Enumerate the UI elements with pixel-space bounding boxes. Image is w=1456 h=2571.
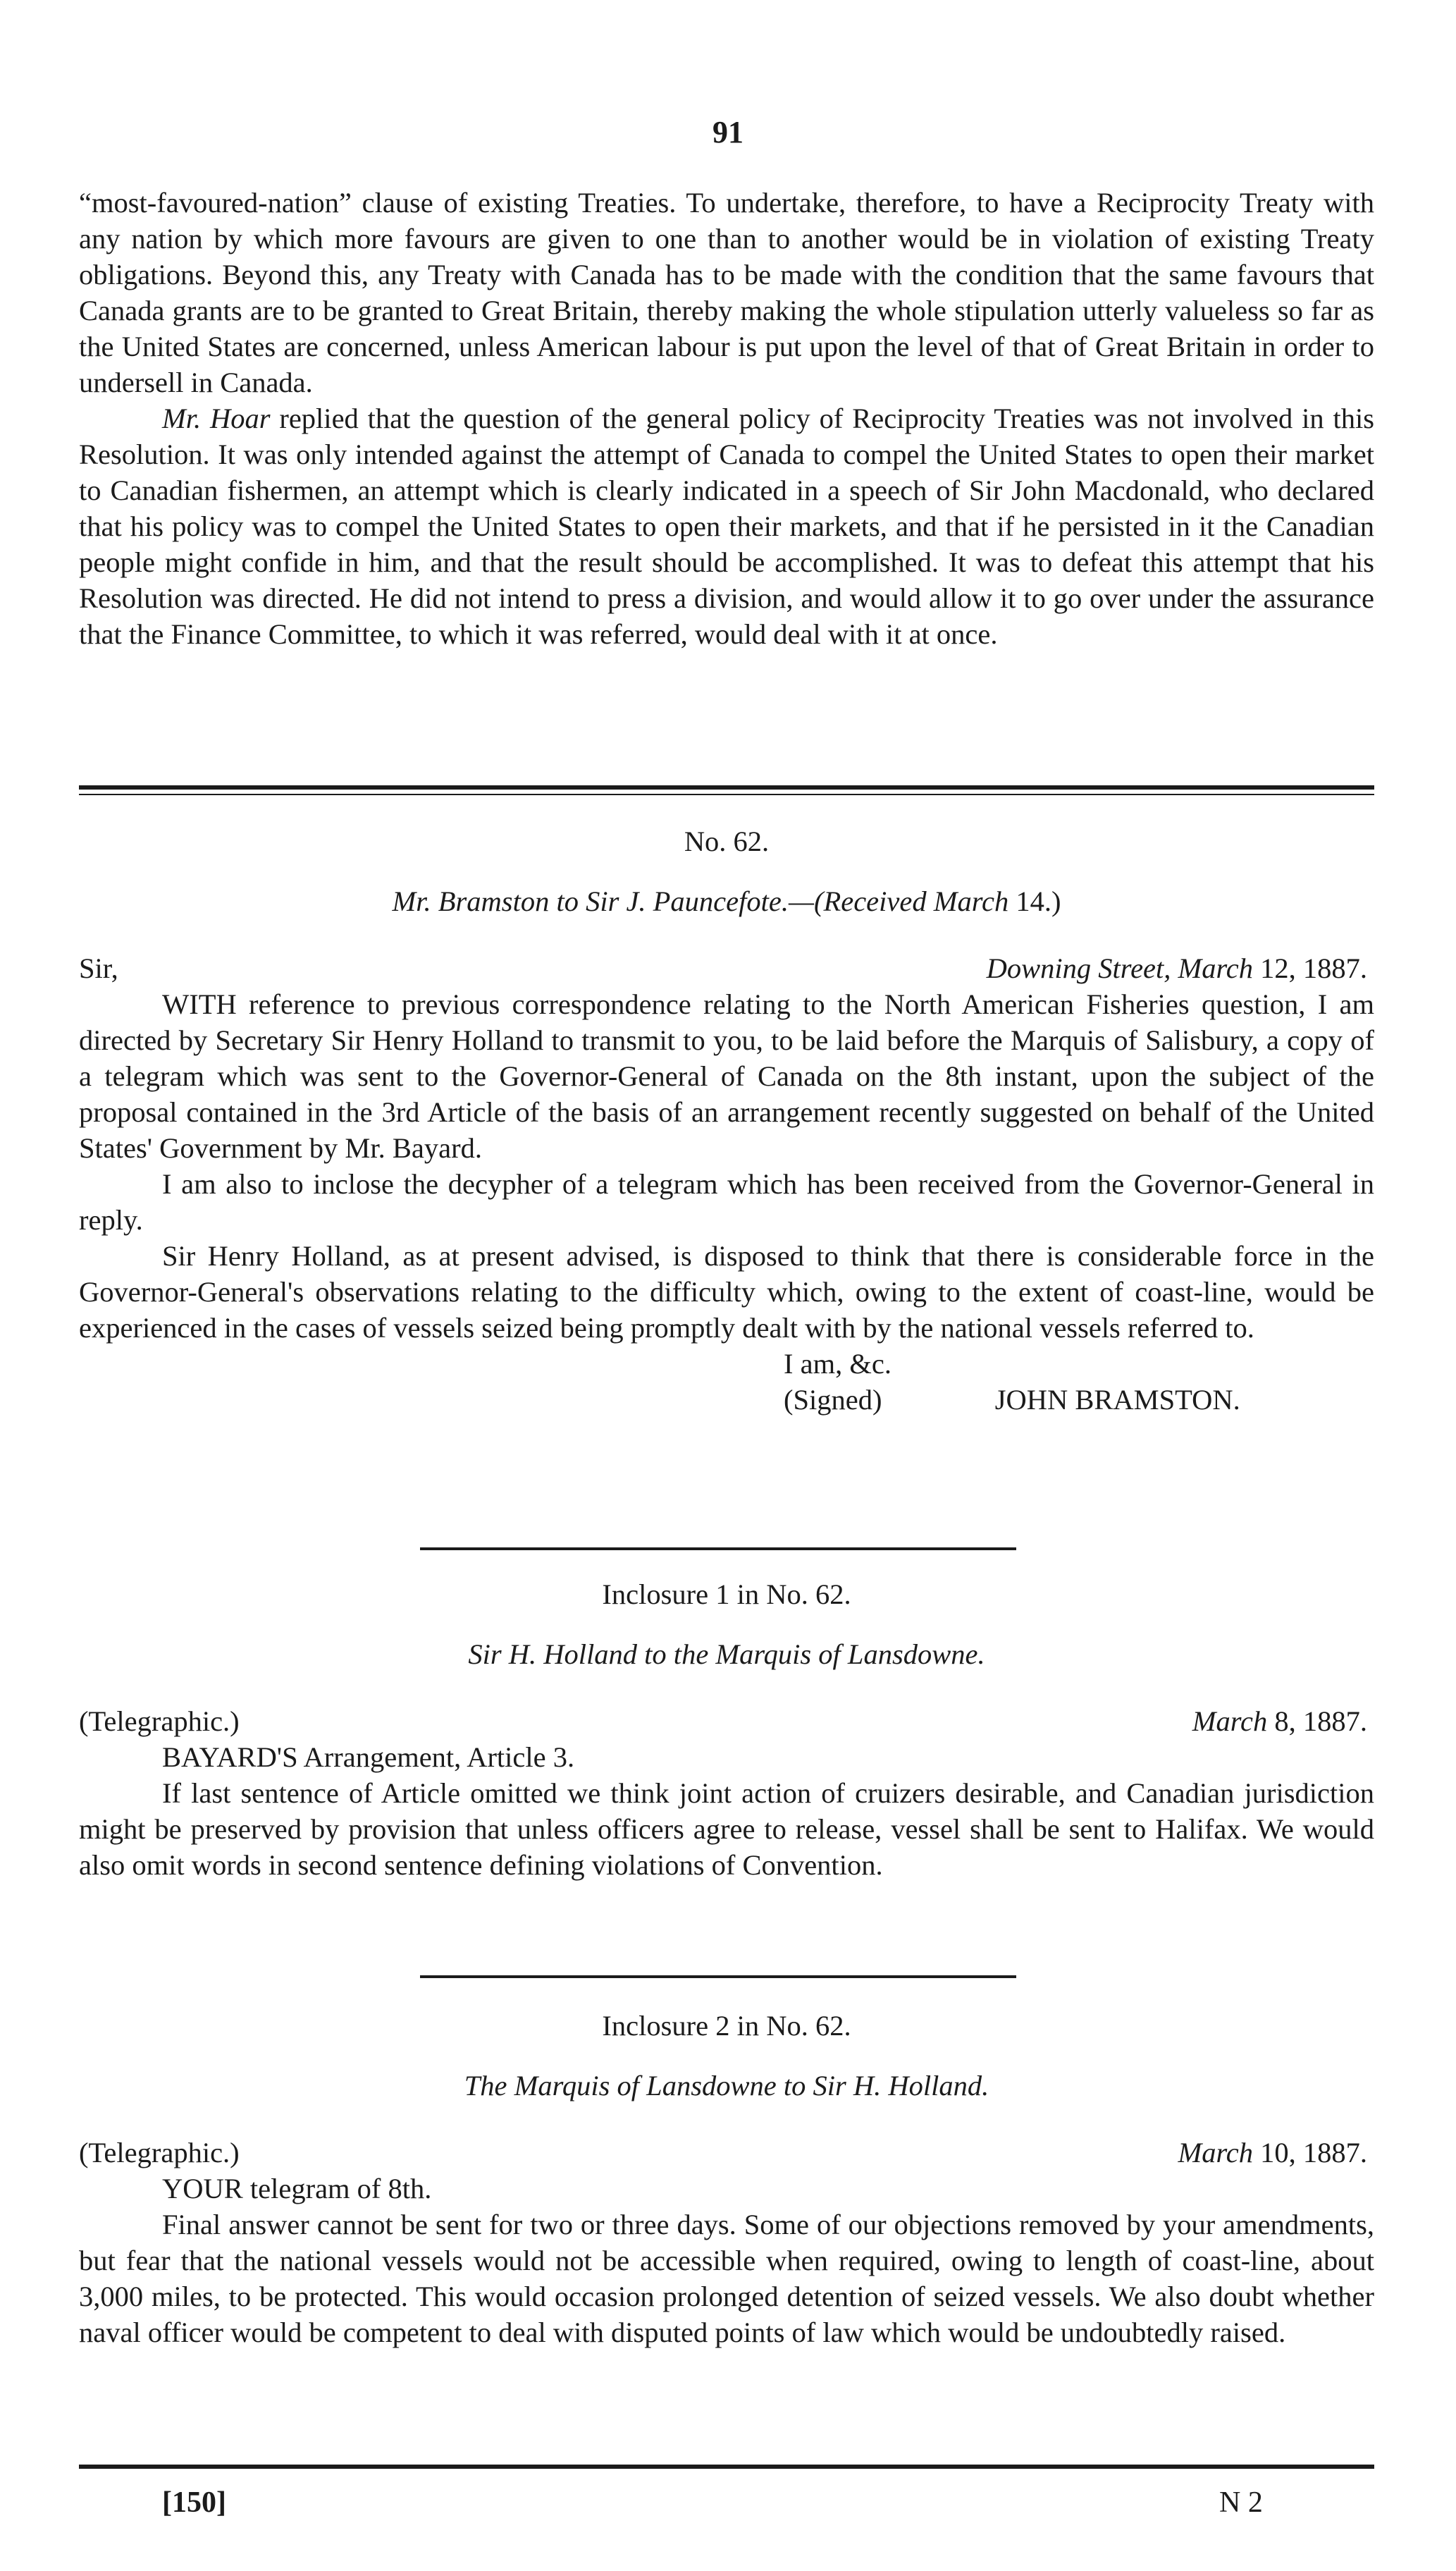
short-rule-1 bbox=[420, 1547, 1016, 1550]
dateline-date: 12, 1887. bbox=[1253, 952, 1367, 984]
salutation: Sir, bbox=[79, 952, 118, 984]
footer-signature-mark: [150] bbox=[162, 2486, 226, 2519]
inclosure-2-telegraphic: (Telegraphic.) bbox=[79, 2137, 240, 2168]
letter-paragraph-2: I am also to inclose the decypher of a telegram which has been received from the Governor-General in reply. bbox=[79, 1168, 1374, 1236]
inclosure-2 bbox=[79, 2008, 1374, 2350]
letter-subheading bbox=[79, 883, 1374, 919]
inclosure-2-heading: Inclosure 2 in No. 62. bbox=[602, 2010, 851, 2042]
letter-subheading-main: Mr. Bramston to Sir J. Pauncefote.—(Received March bbox=[392, 885, 1009, 917]
page-number: 91 bbox=[712, 115, 744, 149]
inclosure-1-subheading: Sir H. Holland to the Marquis of Lansdowne. bbox=[468, 1638, 985, 1670]
dateline bbox=[987, 950, 1374, 986]
hoar-paragraph-text: replied that the question of the general policy of Reciprocity Treaties was not involved in this Resolution. It was only intended against the attempt of Canada to compel the United States to open their market to Canadian fishermen, an attempt which is clearly indicated in a speech of Sir John Macdonald, who declared that his policy was to compel the United States to open their markets, and that if he persisted in it the Canadian people might confide in him, and that the result should be accomplished. It was to defeat this attempt that his Resolution was directed. He did not intend to press a division, and would allow it to go over under the assurance that the Finance Committee, to which it was referred, would deal with it at once. bbox=[79, 403, 1374, 650]
speaker-name: Mr. Hoar bbox=[162, 403, 271, 434]
signer-name: JOHN BRAMSTON. bbox=[994, 1384, 1240, 1416]
letter-paragraph-3: Sir Henry Holland, as at present advised, is disposed to think that there is considerable force in the Governor-General's observations relating to the difficulty which, owing to the extent of coast-line, would be experienced in the cases of vessels seized being promptly dealt with by the national vessels referred to. bbox=[79, 1240, 1374, 1344]
letter-closing: I am, &c. bbox=[784, 1348, 892, 1380]
footer-gathering-mark: N 2 bbox=[1219, 2486, 1263, 2519]
hoar-paragraph bbox=[79, 400, 1374, 652]
inclosure-2-dateline bbox=[79, 2135, 1374, 2171]
signed-label: (Signed) bbox=[784, 1384, 882, 1416]
inclosure-2-subheading: The Marquis of Lansdowne to Sir H. Holland. bbox=[464, 2070, 989, 2101]
salutation-row bbox=[79, 950, 1374, 986]
inclosure-1-date-month: March bbox=[1192, 1705, 1268, 1737]
inclosure-1 bbox=[79, 1576, 1374, 1883]
signature-line bbox=[79, 1382, 1374, 1418]
inclosure-1-line1: BAYARD'S Arrangement, Article 3. bbox=[162, 1741, 575, 1773]
letter-no-62 bbox=[79, 823, 1374, 1418]
document-number-heading: No. 62. bbox=[684, 826, 770, 857]
inclosure-2-date-day: 10, 1887. bbox=[1253, 2137, 1367, 2168]
dateline-place: Downing Street, March bbox=[986, 952, 1253, 984]
section-rule-thin bbox=[79, 794, 1374, 795]
inclosure-1-telegraphic: (Telegraphic.) bbox=[79, 1705, 240, 1737]
inclosure-2-line1: YOUR telegram of 8th. bbox=[162, 2173, 432, 2204]
section-rule-thick bbox=[79, 785, 1374, 790]
inclosure-1-heading: Inclosure 1 in No. 62. bbox=[602, 1578, 851, 1610]
inclosure-1-date bbox=[1192, 1703, 1374, 1739]
inclosure-2-paragraph: Final answer cannot be sent for two or three days. Some of our objections removed by your amendments, but fear that the national vessels would not be accessible when required, owing to length of coast-line, about 3,000 miles, to be protected. This would occasion prolonged detention of seized vessels. We also doubt whether naval officer would be competent to deal with disputed points of law which would be undoubtedly raised. bbox=[79, 2209, 1374, 2348]
inclosure-1-date-day: 8, 1887. bbox=[1267, 1705, 1367, 1737]
inclosure-1-dateline bbox=[79, 1703, 1374, 1739]
letter-paragraph-1: WITH reference to previous correspondence relating to the North American Fisheries question, I am directed by Secretary Sir Henry Holland to transmit to you, to be laid before the Marquis of Salisbury, a copy of a telegram which was sent to the Governor-General of Canada on the 8th instant, upon the subject of the proposal contained in the 3rd Article of the basis of an arrangement recently suggested on behalf of the United States' Government by Mr. Bayard. bbox=[79, 988, 1374, 1164]
inclosure-2-date bbox=[1178, 2135, 1374, 2171]
inclosure-1-paragraph: If last sentence of Article omitted we think joint action of cruizers desirable, and Canadian jurisdiction might be preserved by provision that unless officers agree to release, vessel shall be sent to Halifax. We would also omit words in second sentence defining violations of Convention. bbox=[79, 1777, 1374, 1881]
inclosure-2-date-month: March bbox=[1178, 2137, 1253, 2168]
top-section bbox=[79, 185, 1374, 652]
footer-rule bbox=[79, 2465, 1374, 2469]
letter-subheading-day: 14.) bbox=[1008, 885, 1061, 917]
short-rule-2 bbox=[420, 1975, 1016, 1978]
continuation-paragraph: “most-favoured-nation” clause of existing Treaties. To undertake, therefore, to have a Reciprocity Treaty with any nation by which more favours are given to one than to another would be in violation of existing Treaty obligations. Beyond this, any Treaty with Canada has to be made with the condition that the same favours that Canada grants are to be granted to Great Britain, thereby making the whole stipulation utterly valueless so far as the United States are concerned, unless American labour is put upon the level of that of Great Britain in order to undersell in Canada. bbox=[79, 187, 1374, 398]
